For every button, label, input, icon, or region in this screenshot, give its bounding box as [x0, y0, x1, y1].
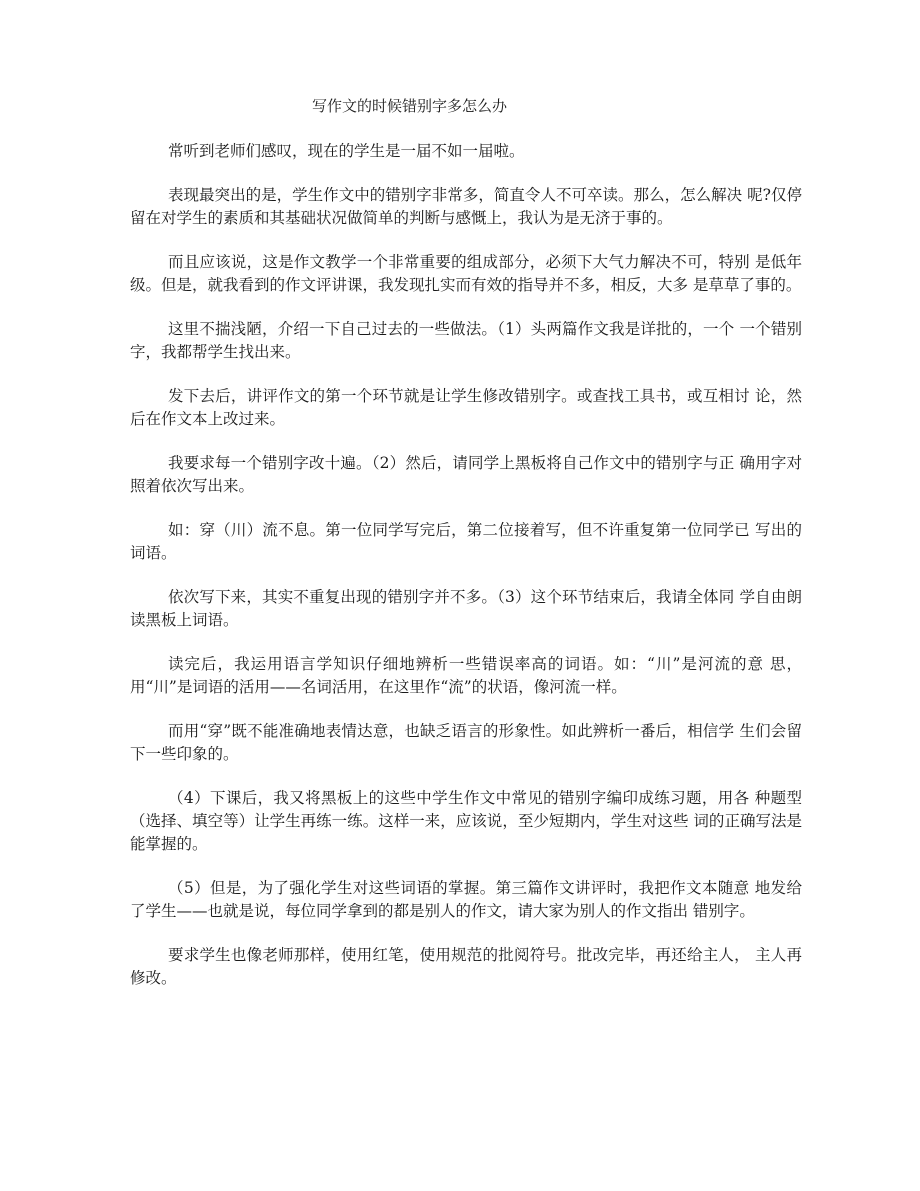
document-title: 写作文的时候错别字多怎么办: [312, 97, 508, 115]
paragraph-11: （4）下课后，我又将黑板上的这些中学生作文中常见的错别字编印成练习题，用各 种题型（选择、填空等）让学生再练一练。这样一来，应该说，至少短期内，学生对这些 词的正确写法是能掌握的。: [130, 789, 802, 853]
paragraph-1: 常听到老师们感叹，现在的学生是一届不如一届啦。: [168, 142, 525, 160]
paragraph-12: （5）但是，为了强化学生对这些词语的掌握。第三篇作文讲评时，我把作文本随意 地发给了学生——也就是说，每位同学拿到的都是别人的作文，请大家为别人的作文指出 错别字。: [130, 879, 802, 920]
paragraph-2: 表现最突出的是，学生作文中的错别字非常多，简直令人不可卒读。那么，怎么解决 呢?仅停留在对学生的素质和其基础状况做简单的判断与感慨上，我认为是无济于事的。: [130, 186, 802, 227]
paragraph-7: 如：穿（川）流不息。第一位同学写完后，第二位接着写，但不许重复第一位同学已 写出的词语。: [130, 521, 802, 562]
paragraph-5: 发下去后，讲评作文的第一个环节就是让学生修改错别字。或查找工具书，或互相讨 论，然后在作文本上改过来。: [130, 387, 802, 428]
paragraph-8: 依次写下来，其实不重复出现的错别字并不多。（3）这个环节结束后，我请全体同 学自由朗读黑板上词语。: [130, 588, 802, 629]
paragraph-6: 我要求每一个错别字改十遍。（2）然后，请同学上黑板将自己作文中的错别字与正 确用字对照着依次写出来。: [130, 454, 802, 495]
paragraph-13: 要求学生也像老师那样，使用红笔，使用规范的批阅符号。批改完毕，再还给主人， 主人再修改。: [130, 946, 802, 987]
paragraph-9: 读完后，我运用语言学知识仔细地辨析一些错误率高的词语。如：“川”是河流的意 思，用“川”是词语的活用——名词活用，在这里作“流”的状语，像河流一样。: [130, 655, 802, 696]
document-body: [130, 140, 802, 1011]
paragraph-3: 而且应该说，这是作文教学一个非常重要的组成部分，必须下大气力解决不可，特别 是低年级。但是，就我看到的作文评讲课，我发现扎实而有效的指导并不多，相反，大多 是草草了事的。: [130, 253, 802, 294]
paragraph-4: 这里不揣浅陋，介绍一下自己过去的一些做法。（1）头两篇作文我是详批的，一个 一个错别字，我都帮学生找出来。: [130, 320, 802, 361]
paragraph-10: 而用“穿”既不能准确地表情达意，也缺乏语言的形象性。如此辨析一番后，相信学 生们会留下一些印象的。: [130, 722, 802, 763]
